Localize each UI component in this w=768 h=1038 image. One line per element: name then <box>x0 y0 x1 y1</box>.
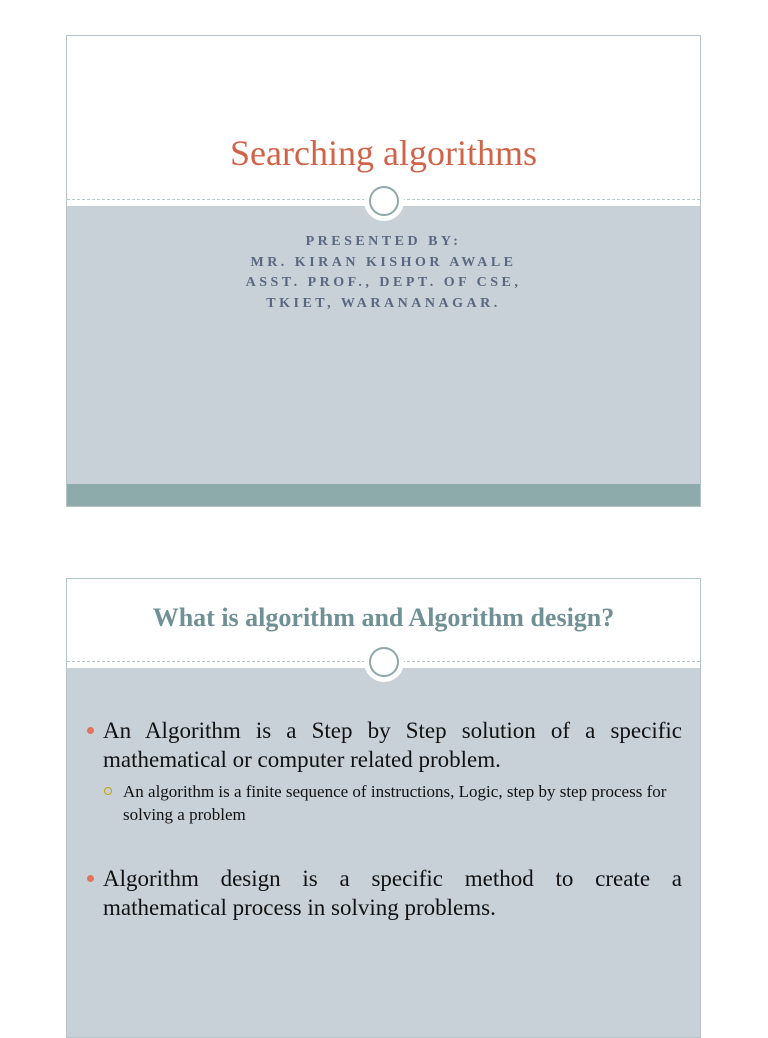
bullet-text: Algorithm design is a specific method to create a mathematical process in solving problems. <box>103 866 682 920</box>
footer-band <box>67 484 700 506</box>
sub-bullet-item <box>103 780 682 826</box>
circle-ornament-icon <box>364 181 404 221</box>
presenter-line: PRESENTED BY: <box>305 234 462 249</box>
title-area <box>67 36 700 199</box>
hollow-circle-bullet-icon <box>104 787 112 795</box>
slide-title: What is algorithm and Algorithm design? <box>152 603 615 632</box>
presenter-line: TKIET, WARANANAGAR. <box>266 295 501 311</box>
content-slide <box>66 578 701 1038</box>
presenter-line: ASST. PROF., DEPT. OF CSE, <box>245 275 522 290</box>
bullet-dot-icon <box>87 727 94 734</box>
sub-bullet-text: An algorithm is a finite sequence of instructions, Logic, step by step process for solving a problem <box>123 782 667 824</box>
presenter-info <box>67 232 700 314</box>
circle-ornament-icon <box>364 642 404 682</box>
title-slide <box>66 35 701 507</box>
presenter-line: MR. KIRAN KISHOR AWALE <box>250 254 517 270</box>
bullet-dot-icon <box>87 875 94 882</box>
bullet-list <box>85 716 682 922</box>
bullet-item <box>85 864 682 922</box>
slide-title: Searching algorithms <box>230 133 537 173</box>
bullet-text: An Algorithm is a Step by Step solution of a specific mathematical or computer related problem. <box>103 718 682 772</box>
bullet-item <box>85 716 682 774</box>
